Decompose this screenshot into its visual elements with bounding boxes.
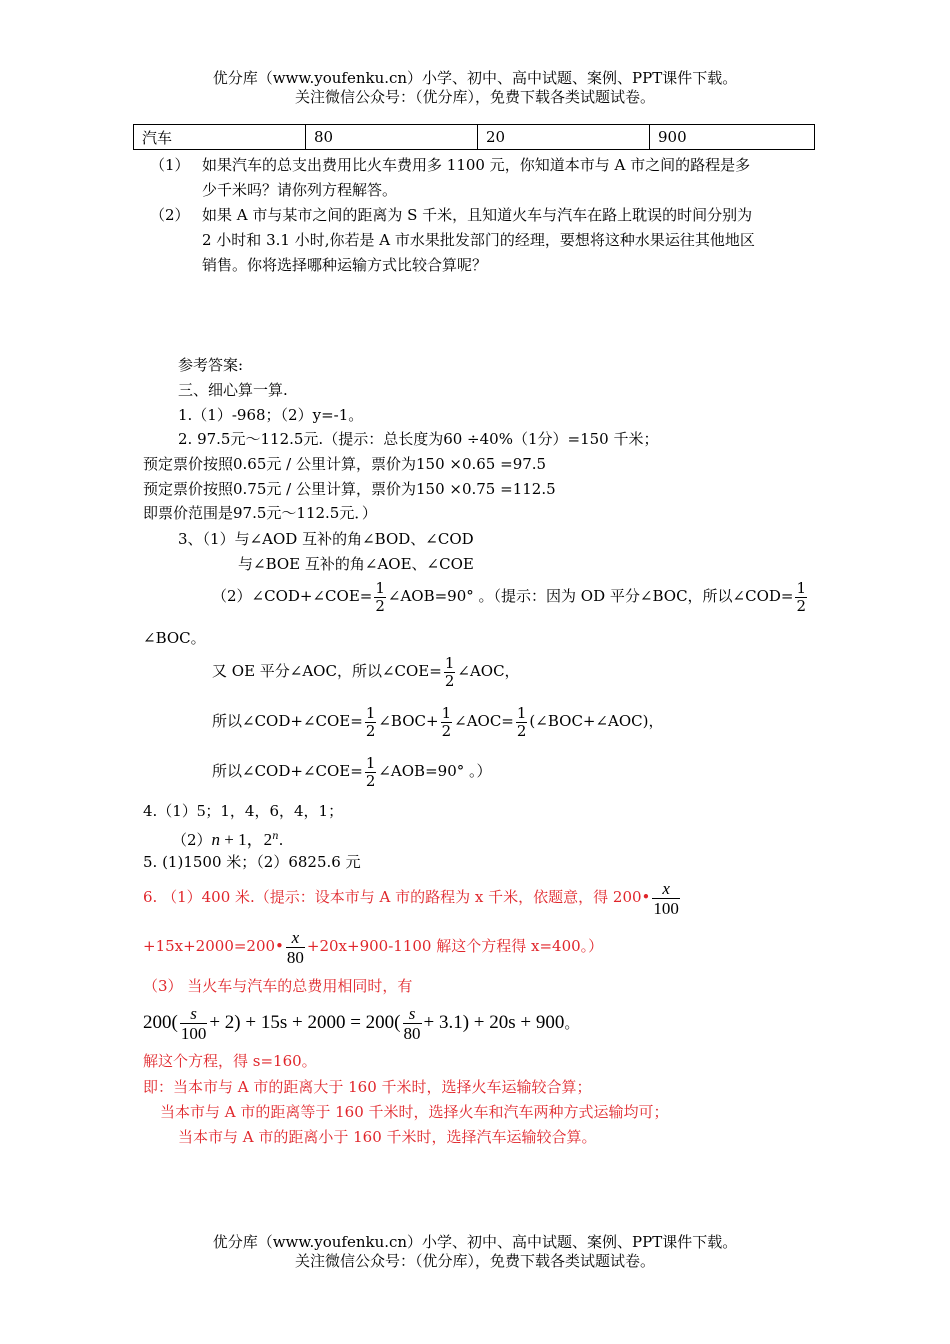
answer-4-power-exponent: n	[272, 831, 279, 842]
fraction-numerator: 1	[365, 703, 376, 722]
answer-2-line1: 2. 97.5元～112.5元.（提示：总长度为60 ÷40%（1分）=150 千米；	[178, 430, 659, 448]
fraction-one-half	[441, 705, 453, 740]
fraction-denominator: 2	[441, 721, 452, 740]
fraction-numerator: x	[286, 928, 305, 948]
answer-6-line2-text-a: +15x+2000=200•	[143, 937, 284, 955]
answer-6-conclusion-1: 即：当本市与 A 市的距离大于 160 千米时，选择火车运输较合算；	[143, 1078, 592, 1096]
fraction-numerator: 1	[516, 703, 527, 722]
fraction-denominator: 2	[365, 771, 376, 790]
answer-6-conclusion-2: 当本市与 A 市的距离等于 160 千米时，选择火车和汽车两种方式运输均可；	[160, 1103, 669, 1121]
answer-3-line6-text-d: (∠BOC+∠AOC)，	[529, 712, 664, 730]
fraction-denominator: 2	[375, 596, 385, 615]
table-row	[134, 125, 815, 150]
fraction-denominator: 80	[286, 947, 304, 967]
fraction-numerator: s	[403, 1004, 422, 1024]
fraction-denominator: 2	[365, 721, 376, 740]
table-cell-vehicle: 汽车	[134, 125, 306, 150]
answer-3-line7-text-b: ∠AOB=90° 。）	[378, 762, 492, 780]
fraction-numerator: x	[652, 879, 680, 899]
page-footer-line1: 优分库（www.youfenku.cn）小学、初中、高中试题、案例、PPT课件下载。	[212, 1233, 738, 1251]
fraction-numerator: 1	[444, 653, 455, 672]
fraction-one-half	[365, 755, 377, 790]
answer-2-line4: 即票价范围是97.5元～112.5元．）	[143, 504, 377, 522]
page-header-line1: 优分库（www.youfenku.cn）小学、初中、高中试题、案例、PPT课件下载。	[212, 69, 738, 87]
fraction-denominator: 100	[653, 898, 679, 918]
fraction-numerator: s	[180, 1004, 208, 1024]
fraction-denominator: 2	[444, 671, 455, 690]
fraction-x-over-100	[652, 879, 680, 918]
answer-4-power-base: 2	[263, 830, 273, 849]
answer-3-line6-text-a: 所以∠COD+∠COE=	[212, 712, 363, 730]
answer-6-equation	[143, 1001, 579, 1045]
question-2-line2: 2 小时和 3.1 小时,你若是 A 市水果批发部门的经理，要想将这种水果运往其他地区	[202, 231, 755, 249]
answer-4-part2-label: （2）	[172, 831, 212, 849]
table-cell-speed: 80	[306, 125, 478, 150]
fraction-numerator: 1	[441, 703, 452, 722]
fraction-denominator: 100	[180, 1024, 207, 1044]
fraction-numerator: 1	[796, 578, 807, 597]
transport-table	[133, 124, 815, 150]
answer-3-line5-text-a: 又 OE 平分∠AOC，所以∠COE=	[212, 662, 442, 680]
answer-3-part2-cont: ∠BOC。	[143, 629, 206, 647]
answer-3-line6	[212, 703, 664, 740]
answer-2-line2: 预定票价按照0.65元 / 公里计算，票价为150 ×0.65 =97.5	[143, 455, 547, 473]
answer-3-part2-text-a: （2）∠COD+∠COE=	[212, 587, 373, 605]
answer-4-line1	[143, 800, 343, 821]
page-footer-line2: 关注微信公众号：（优分库），免费下载各类试题试卷。	[294, 1252, 655, 1270]
fraction-x-over-80	[286, 928, 305, 967]
fraction-one-half	[374, 580, 386, 615]
answer-6-solution: 解这个方程，得 s=160。	[143, 1052, 317, 1070]
answer-6-conclusion-3: 当本市与 A 市的距离小于 160 千米时，选择汽车运输较合算。	[178, 1128, 597, 1146]
answer-3-line2: 与∠BOE 互补的角∠AOE、∠COE	[238, 555, 474, 573]
question-2-line1: 如果 A 市与某市之间的距离为 S 千米，且知道火车与汽车在路上耽误的时间分别为	[202, 206, 753, 224]
answer-6-line1-text: 6. （1）400 米.（提示：设本市与 A 市的路程为 x 千米，依题意，得 200•	[143, 888, 651, 906]
question-2-number: （2）	[150, 206, 190, 224]
answer-2-line3: 预定票价按照0.75元 / 公里计算，票价为150 ×0.75 =112.5	[143, 480, 556, 498]
answer-6-line1	[143, 877, 682, 918]
answer-3-line5-text-b: ∠AOC，	[457, 662, 520, 680]
fraction-numerator: 1	[365, 753, 376, 772]
fraction-denominator: 80	[403, 1024, 421, 1044]
fraction-numerator: 1	[375, 578, 385, 597]
answer-4-line2	[172, 825, 283, 850]
answer-3-line7-text-a: 所以∠COD+∠COE=	[212, 762, 363, 780]
answers-section: 三、细心算一算.	[178, 381, 288, 399]
question-1-line1: 如果汽车的总支出费用比火车费用多 1100 元，你知道本市与 A 市之间的路程是多	[202, 156, 751, 174]
fraction-denominator: 2	[796, 596, 807, 615]
answer-3-line6-text-c: ∠AOC=	[454, 712, 514, 730]
answer-3-line6-text-b: ∠BOC+	[378, 712, 439, 730]
answer-4-sequence: ；1，4，6，4，1；	[205, 802, 344, 820]
answer-3-line1: 3、（1）与∠AOD 互补的角∠BOD、∠COD	[178, 530, 474, 548]
answer-6-part3-label: （3） 当火车与汽车的总费用相同时，有	[143, 977, 413, 995]
answer-4-label: 4.（1）	[143, 802, 197, 820]
fraction-one-half	[795, 580, 807, 615]
table-cell-cost-per-hour: 20	[478, 125, 650, 150]
fraction-one-half	[516, 705, 528, 740]
answer-3-line5	[212, 653, 520, 690]
answers-title: 参考答案:	[178, 356, 244, 374]
answer-4-end: .	[278, 831, 284, 849]
fraction-s-over-80	[403, 1004, 422, 1043]
fraction-s-over-100	[180, 1004, 208, 1043]
question-2-line3: 销售。你将选择哪种运输方式比较合算呢？	[202, 256, 488, 274]
answer-5: 5. (1)1500 米；（2）6825.6 元	[143, 853, 361, 871]
table-cell-other-cost: 900	[650, 125, 815, 150]
answer-3-line7	[212, 753, 492, 790]
answer-4-value: 5	[196, 801, 206, 820]
fraction-one-half	[365, 705, 377, 740]
fraction-denominator: 2	[516, 721, 527, 740]
answer-4-n: n	[211, 830, 221, 849]
answer-4-n-plus-one: + 1，	[220, 830, 264, 849]
question-1-number: （1）	[150, 156, 190, 174]
equation-part-c: + 3.1) + 20s + 900	[423, 1012, 565, 1033]
page-header-line2: 关注微信公众号：（优分库），免费下载各类试题试卷。	[294, 88, 655, 106]
answer-3-part2	[212, 578, 809, 615]
answer-3-part2-text-b: ∠AOB=90° 。（提示：因为 OD 平分∠BOC，所以∠COD=	[387, 587, 794, 605]
equation-end: 。	[564, 1014, 580, 1032]
answer-6-line2-text-b: +20x+900-1100 解这个方程得 x=400。）	[306, 937, 604, 955]
question-1-line2: 少千米吗？请你列方程解答。	[202, 181, 398, 199]
answer-1: 1.（1）-968；（2）y=-1。	[178, 406, 364, 424]
fraction-one-half	[444, 655, 456, 690]
answer-6-line2	[143, 926, 603, 967]
equation-part-a: 200(	[143, 1012, 178, 1033]
equation-part-b: + 2) + 15s + 2000 = 200(	[209, 1012, 401, 1033]
